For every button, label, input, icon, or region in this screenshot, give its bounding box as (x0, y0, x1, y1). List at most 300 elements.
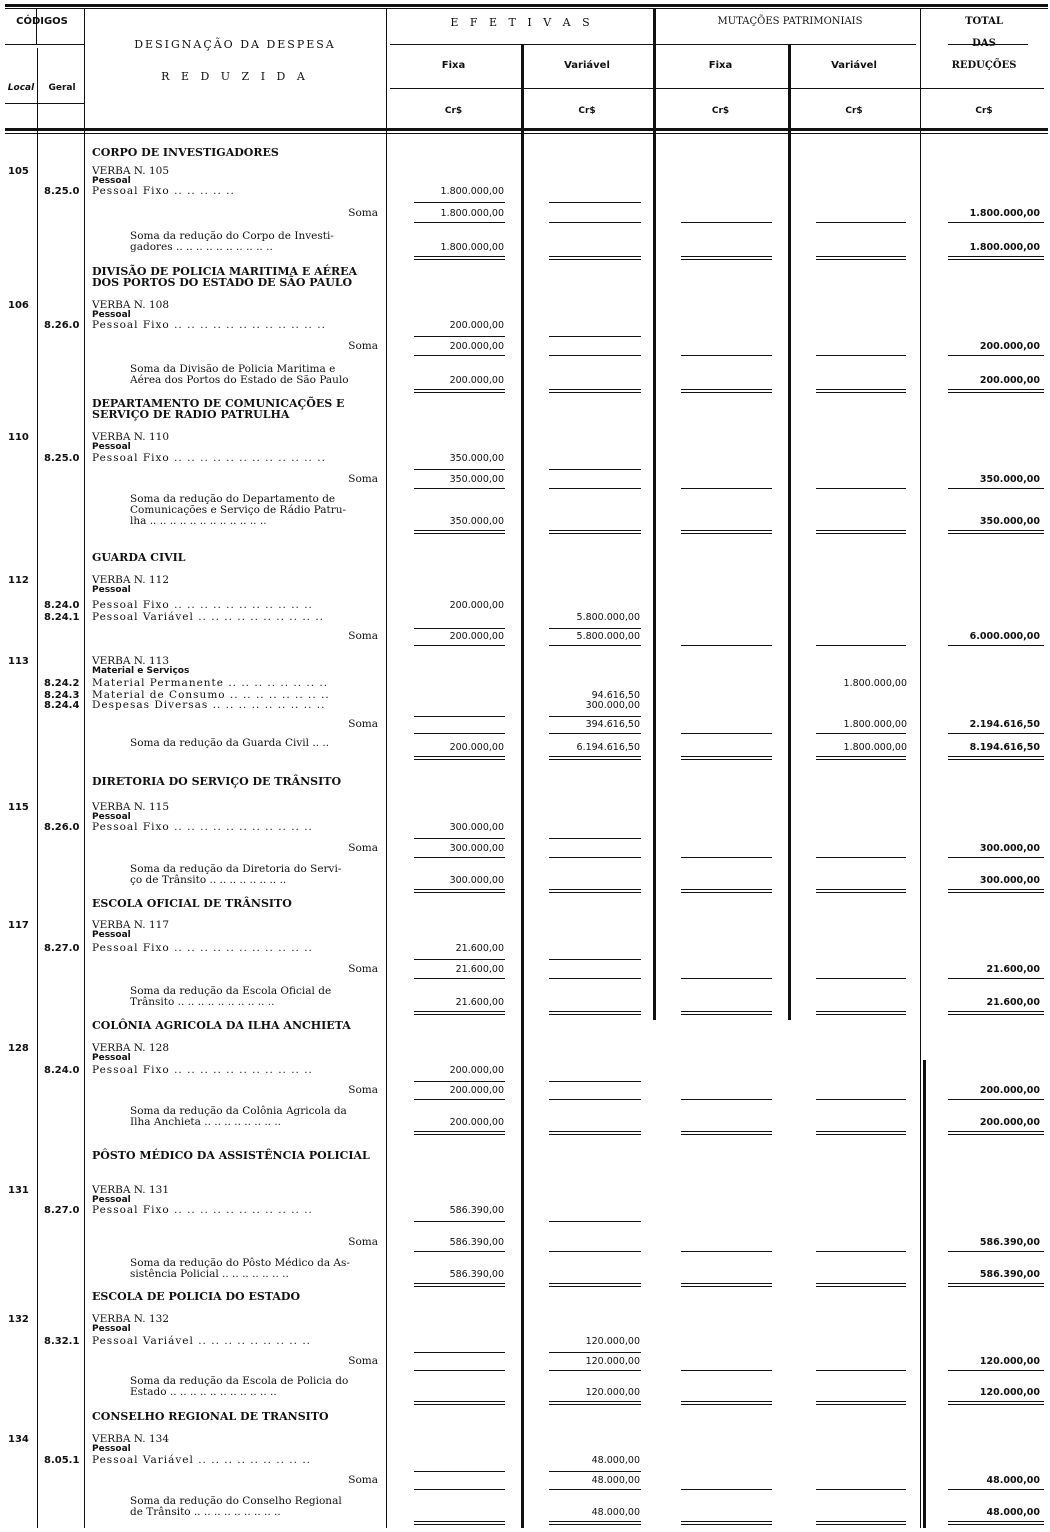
value-total: 6.000.000,00 (969, 631, 1040, 642)
value-total: 1.800.000,00 (969, 242, 1040, 253)
header-col-fixa-2: Fixa (708, 60, 733, 71)
item-label: Pessoal Fixo .. .. .. .. .. .. .. .. .. .. .. .. (92, 452, 326, 464)
rule (549, 1352, 641, 1353)
header-designacao: DESIGNAÇÃO DA DESPESA (134, 38, 336, 51)
value-total: 21.600,00 (986, 997, 1040, 1008)
rule (948, 355, 1044, 356)
rule (414, 259, 505, 260)
rule (681, 530, 772, 531)
rule (948, 1134, 1044, 1135)
soma-label: Soma (348, 473, 378, 485)
value-ef-fixa: 350.000,00 (449, 453, 504, 464)
rule (414, 892, 505, 893)
rule (681, 1370, 772, 1371)
value-ef-fixa: 350.000,00 (449, 516, 504, 527)
item-label: Pessoal Fixo .. .. .. .. .. .. .. .. .. .. .. (92, 599, 313, 611)
rule (816, 1131, 906, 1132)
column-rule (36, 8, 37, 44)
rule (414, 857, 505, 858)
verba-sub: Pessoal (92, 176, 131, 186)
rule (549, 645, 641, 646)
verba-label: VERBA N. 113 (92, 655, 170, 667)
soma-reducao-line-2: Estado .. .. .. .. .. .. .. .. .. .. .. (130, 1386, 277, 1398)
value-ef-fixa: 586.390,00 (449, 1237, 504, 1248)
rule (816, 530, 906, 531)
code-geral: 8.27.0 (44, 1205, 80, 1216)
verba-label: VERBA N. 108 (92, 299, 170, 311)
header-total-1: TOTAL (965, 16, 1003, 27)
rule (5, 128, 1048, 131)
rule (816, 1014, 906, 1015)
rule (549, 1011, 641, 1012)
value-total: 350.000,00 (979, 516, 1040, 527)
rule (816, 1370, 906, 1371)
column-rule (788, 44, 791, 1020)
code-local: 128 (8, 1043, 29, 1054)
value-ef-fixa: 200.000,00 (449, 1085, 504, 1096)
rule (414, 222, 505, 223)
value-ef-var: 300.000,00 (585, 700, 640, 711)
rule (414, 1014, 505, 1015)
rule (549, 256, 641, 257)
rule (414, 256, 505, 257)
value-total: 21.600,00 (986, 964, 1040, 975)
soma-reducao-line-2: Comunicações e Serviço de Rádio Patru- (130, 504, 347, 516)
soma-reducao-line-2: Trânsito .. .. .. .. .. .. .. .. .. .. (130, 996, 275, 1008)
rule (681, 1286, 772, 1287)
header-local: Local (7, 83, 35, 93)
rule (948, 1011, 1044, 1012)
rule (549, 355, 641, 356)
value-ef-var: 48.000,00 (591, 1475, 640, 1486)
code-geral: 8.24.1 (44, 612, 80, 623)
item-label: Pessoal Fixo .. .. .. .. .. .. .. .. .. .. .. (92, 942, 313, 954)
rule (414, 759, 505, 760)
rule (549, 1521, 641, 1522)
rule (549, 857, 641, 858)
rule (414, 716, 505, 717)
rule (681, 1251, 772, 1252)
rule (414, 889, 505, 890)
header-currency-3: Cr$ (845, 106, 863, 116)
rule (549, 1081, 641, 1082)
rule (681, 1489, 772, 1490)
rule (414, 978, 505, 979)
soma-label: Soma (348, 1084, 378, 1096)
code-local: 132 (8, 1314, 29, 1325)
rule (414, 355, 505, 356)
column-rule (920, 8, 921, 1528)
soma-reducao-line-2: gadores .. .. .. .. .. .. .. .. .. .. (130, 241, 273, 253)
rule (414, 1081, 505, 1082)
verba-label: VERBA N. 105 (92, 165, 170, 177)
rule (5, 4, 1048, 7)
rule (549, 1014, 641, 1015)
rule (549, 533, 641, 534)
value-ef-fixa: 1.800.000,00 (440, 186, 504, 197)
rule (681, 857, 772, 858)
value-total: 120.000,00 (979, 1387, 1040, 1398)
value-ef-fixa: 300.000,00 (449, 875, 504, 886)
value-total: 120.000,00 (979, 1356, 1040, 1367)
code-geral: 8.24.0 (44, 600, 80, 611)
value-ef-fixa: 200.000,00 (449, 742, 504, 753)
rule (948, 392, 1044, 393)
soma-reducao-line-1: Soma da redução do Conselho Regional (130, 1495, 342, 1507)
header-codigos: CÓDIGOS (16, 16, 68, 27)
soma-reducao-line-1: Soma da redução da Escola de Policia do (130, 1375, 349, 1387)
rule (816, 533, 906, 534)
code-geral: 8.25.0 (44, 186, 80, 197)
rule (549, 1251, 641, 1252)
item-label: Pessoal Variável .. .. .. .. .. .. .. .. .. .. (92, 611, 325, 623)
header-currency-1: Cr$ (578, 106, 596, 116)
rule (549, 392, 641, 393)
rule (549, 889, 641, 890)
rule (948, 1283, 1044, 1284)
value-total: 300.000,00 (979, 843, 1040, 854)
rule (681, 222, 772, 223)
header-efetivas: E F E T I V A S (450, 16, 594, 29)
section-title: COLÔNIA AGRICOLA DA ILHA ANCHIETA (92, 1019, 351, 1032)
rule (816, 1251, 906, 1252)
value-total: 48.000,00 (986, 1507, 1040, 1518)
rule (549, 838, 641, 839)
rule (549, 1283, 641, 1284)
rule (414, 1099, 505, 1100)
rule (681, 1131, 772, 1132)
rule (816, 1099, 906, 1100)
code-local: 113 (8, 656, 29, 667)
column-rule (653, 8, 656, 1020)
soma-label: Soma (348, 630, 378, 642)
value-ef-fixa: 200.000,00 (449, 341, 504, 352)
section-title: CORPO DE INVESTIGADORES (92, 146, 279, 159)
soma-reducao-line-1: Soma da redução da Diretoria do Servi- (130, 863, 342, 875)
rule (948, 1131, 1044, 1132)
value-total: 586.390,00 (979, 1237, 1040, 1248)
soma-reducao-line-2: sistência Policial .. .. .. .. .. .. .. (130, 1268, 289, 1280)
code-geral: 8.26.0 (44, 822, 80, 833)
rule (414, 628, 505, 629)
code-geral: 8.24.4 (44, 700, 80, 711)
rule (948, 733, 1044, 734)
verba-sub: Pessoal (92, 310, 131, 320)
rule (414, 1524, 505, 1525)
rule (549, 222, 641, 223)
value-ef-var: 94.616,50 (591, 690, 640, 701)
value-ef-fixa: 200.000,00 (449, 631, 504, 642)
rule (816, 889, 906, 890)
rule (948, 256, 1044, 257)
header-total-2: DAS (972, 38, 996, 49)
rule (948, 1404, 1044, 1405)
rule (681, 759, 772, 760)
value-ef-var: 5.800.000,00 (576, 612, 640, 623)
rule (816, 1011, 906, 1012)
rule (948, 1251, 1044, 1252)
rule (681, 756, 772, 757)
item-label: Material de Consumo .. .. .. .. .. .. .. .. (92, 689, 330, 701)
rule (414, 1011, 505, 1012)
rule (948, 1524, 1044, 1525)
rule (948, 222, 1044, 223)
soma-reducao-line-1: Soma da redução da Escola Oficial de (130, 985, 332, 997)
column-rule (84, 8, 85, 1528)
rule (549, 1099, 641, 1100)
value-ef-fixa: 586.390,00 (449, 1269, 504, 1280)
rule (549, 336, 641, 337)
rule (681, 1521, 772, 1522)
rule (414, 533, 505, 534)
rule (414, 1471, 505, 1472)
value-ef-var: 48.000,00 (591, 1455, 640, 1466)
soma-reducao-line-1: Soma da redução do Corpo de Investi- (130, 230, 334, 242)
rule (549, 1134, 641, 1135)
verba-label: VERBA N. 132 (92, 1313, 170, 1325)
rule (816, 1521, 906, 1522)
value-total: 8.194.616,50 (969, 742, 1040, 753)
value-ef-fixa: 200.000,00 (449, 320, 504, 331)
rule (816, 355, 906, 356)
rule (549, 469, 641, 470)
rule (948, 857, 1044, 858)
verba-sub: Pessoal (92, 1195, 131, 1205)
rule (816, 1489, 906, 1490)
rule (816, 259, 906, 260)
rule (681, 889, 772, 890)
section-title: DIVISÃO DE POLICIA MARITIMA E AÉREA DOS PORTOS DO ESTADO DE SÃO PAULO (92, 265, 358, 289)
value-total: 586.390,00 (979, 1269, 1040, 1280)
section-title: CONSELHO REGIONAL DE TRANSITO (92, 1410, 329, 1423)
rule (414, 469, 505, 470)
rule (681, 1524, 772, 1525)
value-ef-var: 120.000,00 (585, 1336, 640, 1347)
rule (948, 1370, 1044, 1371)
rule (681, 892, 772, 893)
rule (681, 1134, 772, 1135)
rule (549, 1471, 641, 1472)
rule (681, 1011, 772, 1012)
rule (414, 1221, 505, 1222)
rule (414, 1352, 505, 1353)
rule (681, 733, 772, 734)
rule (816, 256, 906, 257)
soma-label: Soma (348, 718, 378, 730)
rule (681, 978, 772, 979)
value-total: 350.000,00 (979, 474, 1040, 485)
rule (5, 103, 84, 104)
verba-label: VERBA N. 115 (92, 801, 170, 813)
item-label: Material Permanente .. .. .. .. .. .. .. .. (92, 677, 329, 689)
item-label: Despesas Diversas .. .. .. .. .. .. .. .. .. (92, 699, 326, 711)
soma-label: Soma (348, 1236, 378, 1248)
value-ef-fixa: 21.600,00 (455, 964, 504, 975)
header-currency-2: Cr$ (711, 106, 730, 116)
rule (816, 759, 906, 760)
rule (816, 1401, 906, 1402)
verba-label: VERBA N. 110 (92, 431, 170, 443)
rule (948, 488, 1044, 489)
rule (549, 1404, 641, 1405)
header-currency-0: Cr$ (444, 106, 463, 116)
code-local: 110 (8, 432, 29, 443)
rule (414, 202, 505, 203)
header-col-variavel-3: Variável (831, 60, 877, 71)
rule (414, 1283, 505, 1284)
value-mut-var: 1.800.000,00 (843, 719, 907, 730)
value-total: 200.000,00 (979, 375, 1040, 386)
code-local: 112 (8, 575, 29, 586)
value-ef-var: 6.194.616,50 (576, 742, 640, 753)
rule (549, 488, 641, 489)
rule (681, 1401, 772, 1402)
code-geral: 8.27.0 (44, 943, 80, 954)
item-label: Pessoal Fixo .. .. .. .. .. .. .. .. .. .. .. .. (92, 319, 326, 331)
item-label: Pessoal Variável .. .. .. .. .. .. .. .. .. (92, 1335, 311, 1347)
value-ef-fixa: 200.000,00 (449, 1117, 504, 1128)
header-mutacoes: MUTAÇÕES PATRIMONIAIS (717, 16, 863, 27)
code-local: 117 (8, 920, 29, 931)
rule (549, 530, 641, 531)
rule (816, 645, 906, 646)
value-mut-var: 1.800.000,00 (843, 742, 907, 753)
code-geral: 8.24.2 (44, 678, 80, 689)
header-col-fixa-0: Fixa (441, 60, 466, 71)
value-total: 2.194.616,50 (969, 719, 1040, 730)
code-geral: 8.05.1 (44, 1455, 80, 1466)
verba-sub: Pessoal (92, 585, 131, 595)
value-total: 200.000,00 (979, 341, 1040, 352)
rule (5, 44, 84, 45)
rule (414, 733, 505, 734)
section-title: DEPARTAMENTO DE COMUNICAÇÕES E SERVIÇO DE RADIO PATRULHA (92, 397, 345, 421)
rule (816, 892, 906, 893)
soma-reducao-line-1: Soma da redução da Guarda Civil .. .. (130, 737, 330, 749)
soma-reducao-line-1: Soma da redução do Departamento de (130, 493, 336, 505)
soma-label: Soma (348, 1355, 378, 1367)
header-currency-4: Cr$ (975, 106, 993, 116)
rule (681, 389, 772, 390)
rule (414, 1489, 505, 1490)
value-ef-fixa: 1.800.000,00 (440, 208, 504, 219)
rule (816, 978, 906, 979)
rule (948, 1286, 1044, 1287)
rule (414, 389, 505, 390)
value-total: 200.000,00 (979, 1085, 1040, 1096)
verba-sub: Pessoal (92, 1444, 131, 1454)
rule (816, 1286, 906, 1287)
rule (681, 259, 772, 260)
rule (948, 530, 1044, 531)
code-geral: 8.32.1 (44, 1336, 80, 1347)
rule (816, 756, 906, 757)
rule (5, 8, 1048, 9)
soma-reducao-line-2: Ilha Anchieta .. .. .. .. .. .. .. .. (130, 1116, 282, 1128)
value-ef-var: 394.616,50 (585, 719, 640, 730)
rule (681, 1099, 772, 1100)
rule (816, 222, 906, 223)
value-total: 1.800.000,00 (969, 208, 1040, 219)
item-label: Pessoal Fixo .. .. .. .. .. .. .. .. .. .. .. (92, 1064, 313, 1076)
rule (948, 756, 1044, 757)
rule (948, 889, 1044, 890)
verba-sub: Pessoal (92, 1324, 131, 1334)
rule (816, 1524, 906, 1525)
code-geral: 8.24.3 (44, 690, 80, 701)
rule (549, 628, 641, 629)
soma-label: Soma (348, 963, 378, 975)
header-total-3: REDUÇÕES (951, 60, 1017, 71)
rule (681, 645, 772, 646)
rule (681, 392, 772, 393)
rule (948, 1099, 1044, 1100)
rule (681, 488, 772, 489)
rule (948, 389, 1044, 390)
rule (681, 1404, 772, 1405)
verba-sub: Material e Serviços (92, 666, 190, 676)
header-geral: Geral (48, 83, 76, 93)
verba-sub: Pessoal (92, 1053, 131, 1063)
rule (549, 1370, 641, 1371)
value-ef-fixa: 21.600,00 (455, 943, 504, 954)
rule (414, 1404, 505, 1405)
rule (948, 1014, 1044, 1015)
rule (948, 978, 1044, 979)
rule (414, 1286, 505, 1287)
value-total: 200.000,00 (979, 1117, 1040, 1128)
code-local: 115 (8, 802, 29, 813)
value-ef-var: 120.000,00 (585, 1387, 640, 1398)
section-title: ESCOLA OFICIAL DE TRÂNSITO (92, 897, 292, 910)
column-rule (386, 8, 387, 1528)
rule (948, 645, 1044, 646)
verba-label: VERBA N. 134 (92, 1433, 170, 1445)
rule (948, 533, 1044, 534)
rule (414, 838, 505, 839)
rule (816, 488, 906, 489)
rule (948, 892, 1044, 893)
soma-reducao-line-1: Soma da redução da Colônia Agricola da (130, 1105, 347, 1117)
rule (816, 857, 906, 858)
soma-reducao-line-1: Soma da redução do Pôsto Médico da As- (130, 1257, 350, 1269)
rule (948, 44, 1028, 45)
rule (549, 1489, 641, 1490)
value-ef-fixa: 300.000,00 (449, 822, 504, 833)
item-label: Pessoal Variável .. .. .. .. .. .. .. .. .. (92, 1454, 311, 1466)
value-ef-var: 120.000,00 (585, 1356, 640, 1367)
section-title: ESCOLA DE POLICIA DO ESTADO (92, 1290, 301, 1303)
rule (816, 389, 906, 390)
rule (549, 1131, 641, 1132)
rule (414, 959, 505, 960)
rule (414, 336, 505, 337)
rule (414, 530, 505, 531)
rule (414, 1370, 505, 1371)
column-rule (521, 44, 524, 1528)
code-local: 134 (8, 1434, 29, 1445)
rule (414, 488, 505, 489)
soma-reducao-line-2: ço de Trânsito .. .. .. .. .. .. .. .. (130, 874, 287, 886)
rule (414, 1134, 505, 1135)
verba-sub: Pessoal (92, 442, 131, 452)
rule (390, 88, 1044, 89)
rule (948, 1401, 1044, 1402)
column-rule (923, 1060, 926, 1528)
rule (948, 759, 1044, 760)
rule (816, 733, 906, 734)
soma-label: Soma (348, 207, 378, 219)
